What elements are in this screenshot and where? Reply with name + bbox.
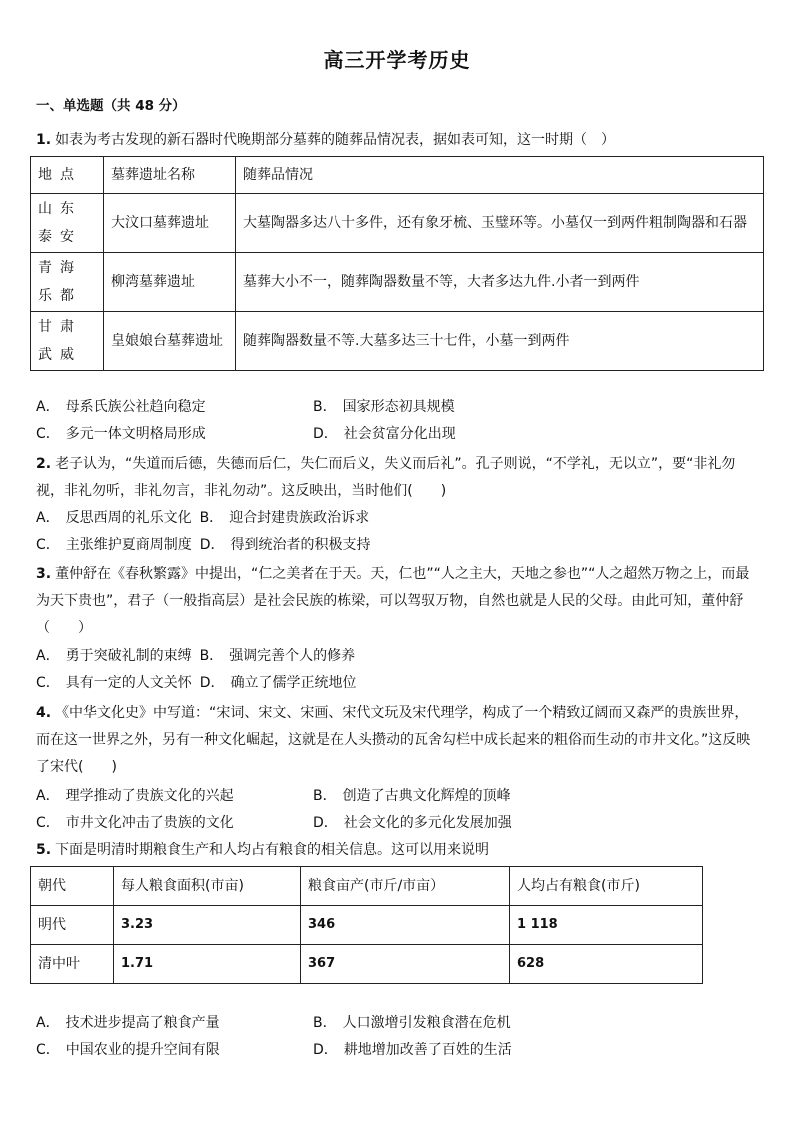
table-cell: 1.71 (114, 945, 301, 984)
question-4-stem (36, 700, 762, 781)
table-cell: 346 (301, 906, 510, 945)
table-cell: 大墓陶器多达八十多件，还有象牙梳、玉璧环等。小墓仅一到两件粗制陶器和石器 (236, 194, 764, 253)
option-c[interactable]: C． 具有一定的人文关怀 (36, 675, 192, 691)
question-number: 1. (36, 132, 52, 148)
option-a[interactable]: A． 勇于突破礼制的束缚 (36, 648, 192, 664)
table-header-cell: 墓葬遗址名称 (104, 157, 236, 194)
table-cell: 墓葬大小不一，随葬陶器数量不等，大者多达九件.小者一到两件 (236, 253, 764, 312)
question-1-options (36, 394, 762, 448)
question-text: 董仲舒在《春秋繁露》中提出，“仁之美者在于天。天，仁也”“人之主大，天地之参也”“人之超然万物之上，而最为天下贵也”，君子（一般指高层）是社会民族的栋梁，可以驾驭万物，自然也就是人民的父母。由此可知，董仲舒（ ） (36, 566, 750, 636)
question-text: 《中华文化史》中写道：“宋词、宋文、宋画、宋代文玩及宋代理学，构成了一个精致辽阔而又森严的贵族世界，而在这一世界之外，另有一种文化崛起，这就是在人头攒动的瓦舍勾栏中成长起来的粗俗而生动的市井文化。”这反映了宋代( ) (36, 705, 751, 775)
option-c[interactable]: C． 多元一体文明格局形成 (36, 426, 206, 442)
option-a[interactable]: A． 反思西周的礼乐文化 (36, 510, 192, 526)
table-cell: 大汶口墓葬遗址 (104, 194, 236, 253)
table-cell: 3.23 (114, 906, 301, 945)
table-cell: 山东泰安 (31, 194, 104, 253)
option-a[interactable]: A． 技术进步提高了粮食产量 (36, 1015, 220, 1031)
section-heading: 一、单选题（共 48 分） (36, 98, 186, 114)
option-c[interactable]: C． 中国农业的提升空间有限 (36, 1042, 220, 1058)
table-cell: 甘肃武威 (31, 312, 104, 371)
q5-table (30, 866, 703, 984)
question-5-stem (36, 837, 762, 864)
table-header-cell: 人均占有粮食(市斤) (510, 867, 703, 906)
table-row (31, 253, 764, 312)
option-a[interactable]: A． 理学推动了贵族文化的兴起 (36, 788, 234, 804)
table-cell: 随葬陶器数量不等.大墓多达三十七件，小墓一到两件 (236, 312, 764, 371)
table-header-cell: 粮食亩产(市斤/市亩） (301, 867, 510, 906)
table-cell: 明代 (31, 906, 114, 945)
question-2-options (36, 505, 762, 559)
question-number: 2. (36, 456, 52, 472)
question-number: 5. (36, 842, 52, 858)
question-3-options (36, 643, 762, 697)
option-c[interactable]: C． 主张维护夏商周制度 (36, 537, 192, 553)
option-d[interactable]: D． 社会贫富分化出现 (313, 426, 456, 442)
question-text: 老子认为，“失道而后德，失德而后仁，失仁而后义，失义而后礼”。孔子则说，“不学礼，无以立”，要“非礼勿视，非礼勿听，非礼勿言，非礼勿动”。这反映出，当时他们( ) (36, 456, 736, 499)
table-row (31, 945, 703, 984)
question-number: 4. (36, 705, 52, 721)
question-3-stem (36, 561, 762, 642)
table-cell: 青海乐都 (31, 253, 104, 312)
table-row (31, 194, 764, 253)
option-a[interactable]: A． 母系氏族公社趋向稳定 (36, 399, 206, 415)
option-c[interactable]: C． 市井文化冲击了贵族的文化 (36, 815, 234, 831)
question-2-stem (36, 451, 762, 505)
table-cell: 628 (510, 945, 703, 984)
question-4-options (36, 783, 762, 837)
table-cell: 清中叶 (31, 945, 114, 984)
page-title: 高三开学考历史 (323, 48, 471, 72)
question-1-stem (36, 127, 762, 154)
question-5-options (36, 1010, 762, 1064)
table-row (31, 312, 764, 371)
question-number: 3. (36, 566, 52, 582)
option-d[interactable]: D． 耕地增加改善了百姓的生活 (313, 1042, 512, 1058)
option-b[interactable]: B． 迎合封建贵族政治诉求 (199, 510, 370, 526)
table-cell: 皇娘娘台墓葬遗址 (104, 312, 236, 371)
option-d[interactable]: D． 社会文化的多元化发展加强 (313, 815, 512, 831)
option-d[interactable]: D． 得到统治者的积极支持 (199, 537, 371, 553)
option-b[interactable]: B． 创造了古典文化辉煌的顶峰 (313, 788, 511, 804)
question-text: 下面是明清时期粮食生产和人均占有粮食的相关信息。这可以用来说明 (55, 842, 490, 858)
table-header-cell: 地点 (31, 157, 104, 194)
option-d[interactable]: D． 确立了儒学正统地位 (199, 675, 357, 691)
option-b[interactable]: B． 人口激增引发粮食潜在危机 (313, 1015, 511, 1031)
table-header-cell: 每人粮食面积(市亩) (114, 867, 301, 906)
table-header-row (31, 867, 703, 906)
table-cell: 1 118 (510, 906, 703, 945)
table-cell: 367 (301, 945, 510, 984)
table-header-cell: 随葬品情况 (236, 157, 764, 194)
table-header-row (31, 157, 764, 194)
option-b[interactable]: B． 强调完善个人的修养 (199, 648, 356, 664)
table-header-cell: 朝代 (31, 867, 114, 906)
table-cell: 柳湾墓葬遗址 (104, 253, 236, 312)
option-b[interactable]: B． 国家形态初具规模 (313, 399, 455, 415)
question-text: 如表为考古发现的新石器时代晚期部分墓葬的随葬品情况表，据如表可知，这一时期（ ） (55, 132, 616, 148)
q1-table (30, 156, 764, 371)
table-row (31, 906, 703, 945)
